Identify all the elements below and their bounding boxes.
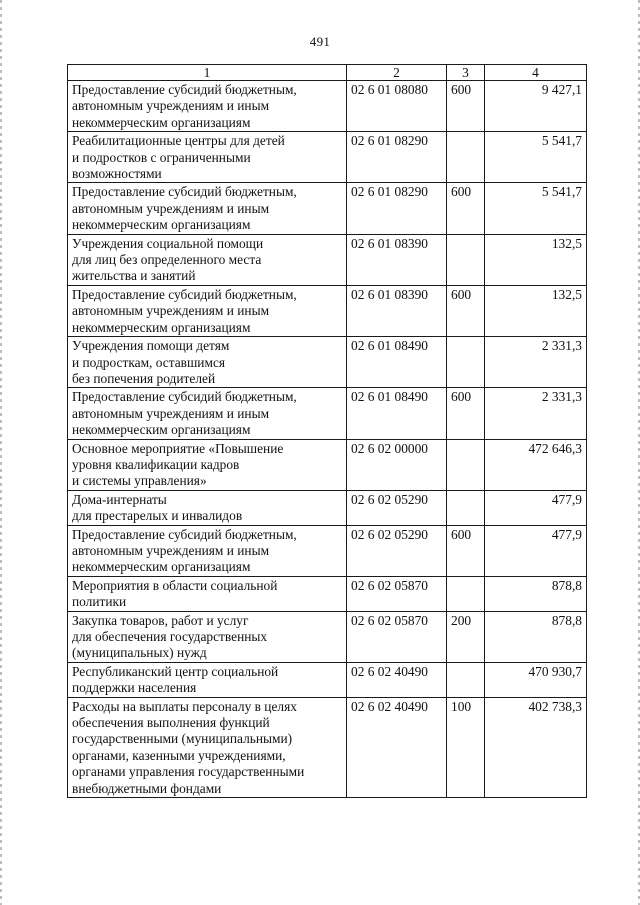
cell-expense-type: 600 xyxy=(447,525,485,576)
scan-edge-left xyxy=(0,0,2,905)
cell-name-line: возможностями xyxy=(72,166,162,182)
table-row xyxy=(68,132,587,183)
cell-name-line: Расходы на выплаты персоналу в целях xyxy=(72,698,297,714)
cell-code: 02 6 02 05870 xyxy=(347,576,447,611)
cell-code: 02 6 01 08290 xyxy=(347,183,447,234)
cell-expense-type xyxy=(447,234,485,285)
cell-expense-type: 600 xyxy=(447,81,485,132)
cell-name-line: для престарелых и инвалидов xyxy=(72,508,243,524)
cell-name-line: автономным учреждениям и иным xyxy=(72,303,270,319)
cell-expense-type: 600 xyxy=(447,183,485,234)
cell-name-line: Закупка товаров, работ и услуг xyxy=(72,612,249,628)
cell-name-line: для лиц без определенного места xyxy=(72,252,262,268)
column-header-code: 2 xyxy=(347,65,447,81)
budget-table xyxy=(67,64,587,798)
cell-name-line: Учреждения помощи детям xyxy=(72,338,230,354)
cell-name-line: жительства и занятий xyxy=(72,268,196,284)
cell-sum: 132,5 xyxy=(485,234,587,285)
table-row xyxy=(68,525,587,576)
cell-sum: 477,9 xyxy=(485,490,587,525)
cell-name-line: (муниципальных) нужд xyxy=(72,645,207,661)
cell-code: 02 6 02 00000 xyxy=(347,439,447,490)
cell-name-line: автономным учреждениям и иным xyxy=(72,98,270,114)
cell-code: 02 6 01 08490 xyxy=(347,337,447,388)
cell-name-line: и подростков с ограниченными xyxy=(72,149,251,165)
table-row xyxy=(68,662,587,697)
column-header-type: 3 xyxy=(447,65,485,81)
cell-name-line: органами, казенными учреждениями, xyxy=(72,747,286,763)
cell-name-line: обеспечения выполнения функций xyxy=(72,715,270,731)
cell-name-line: автономным учреждениям и иным xyxy=(72,405,270,421)
table-row xyxy=(68,337,587,388)
cell-expense-type xyxy=(447,439,485,490)
cell-expense-type xyxy=(447,337,485,388)
cell-name-line: Предоставление субсидий бюджетным, xyxy=(72,82,297,97)
cell-expense-type xyxy=(447,132,485,183)
table-row xyxy=(68,490,587,525)
cell-name-line: Предоставление субсидий бюджетным, xyxy=(72,286,297,302)
cell-name-line: Дома-интернаты xyxy=(72,491,167,507)
cell-name-line: некоммерческим организациям xyxy=(72,559,251,575)
cell-name-line: для обеспечения государственных xyxy=(72,629,268,644)
table-row xyxy=(68,576,587,611)
cell-sum: 878,8 xyxy=(485,576,587,611)
cell-sum: 9 427,1 xyxy=(485,81,587,132)
cell-name-line: Предоставление субсидий бюджетным, xyxy=(72,184,297,200)
cell-name-line: Предоставление субсидий бюджетным, xyxy=(72,389,297,405)
cell-name-line: без попечения родителей xyxy=(72,370,216,386)
table-header-row xyxy=(68,65,587,81)
cell-name xyxy=(68,234,347,285)
cell-sum: 470 930,7 xyxy=(485,662,587,697)
cell-name xyxy=(68,81,347,132)
cell-name xyxy=(68,662,347,697)
page-number: 491 xyxy=(309,34,331,49)
cell-name-line: государственными (муниципальными) xyxy=(72,731,293,747)
table-row xyxy=(68,697,587,797)
cell-name xyxy=(68,439,347,490)
cell-name-line: некоммерческим организациям xyxy=(72,217,251,233)
cell-name xyxy=(68,697,347,797)
cell-name-line: Предоставление субсидий бюджетным, xyxy=(72,526,297,542)
cell-name-line: некоммерческим организациям xyxy=(72,422,251,438)
cell-code: 02 6 01 08290 xyxy=(347,132,447,183)
table-row xyxy=(68,81,587,132)
column-header-name: 1 xyxy=(68,65,347,81)
cell-name-line: Учреждения социальной помощи xyxy=(72,235,264,251)
cell-expense-type: 600 xyxy=(447,285,485,336)
cell-code: 02 6 01 08080 xyxy=(347,81,447,132)
table-row xyxy=(68,388,587,439)
cell-sum: 2 331,3 xyxy=(485,337,587,388)
cell-code: 02 6 02 40490 xyxy=(347,662,447,697)
table-body xyxy=(68,81,587,798)
cell-name xyxy=(68,611,347,662)
cell-sum: 472 646,3 xyxy=(485,439,587,490)
cell-name-line: Основное мероприятие «Повышение xyxy=(72,440,284,456)
cell-name-line: поддержки населения xyxy=(72,680,197,696)
cell-name-line: автономным учреждениям и иным xyxy=(72,200,270,216)
cell-name-line: и подросткам, оставшимся xyxy=(72,354,226,370)
cell-name xyxy=(68,525,347,576)
cell-name xyxy=(68,285,347,336)
cell-sum: 878,8 xyxy=(485,611,587,662)
table-row xyxy=(68,611,587,662)
column-header-sum: 4 xyxy=(485,65,587,81)
cell-name-line: внебюджетными фондами xyxy=(72,780,222,796)
cell-name-line: Реабилитационные центры для детей xyxy=(72,133,285,149)
cell-sum: 477,9 xyxy=(485,525,587,576)
cell-name xyxy=(68,337,347,388)
cell-sum: 5 541,7 xyxy=(485,132,587,183)
cell-name-line: органами управления государственными xyxy=(72,764,305,780)
cell-name-line: Республиканский центр социальной xyxy=(72,663,279,679)
cell-name-line: уровня квалификации кадров xyxy=(72,456,240,472)
cell-code: 02 6 01 08490 xyxy=(347,388,447,439)
cell-expense-type: 600 xyxy=(447,388,485,439)
cell-expense-type xyxy=(447,662,485,697)
cell-code: 02 6 02 05870 xyxy=(347,611,447,662)
cell-expense-type: 100 xyxy=(447,697,485,797)
cell-name-line: и системы управления» xyxy=(72,473,207,489)
cell-expense-type xyxy=(447,576,485,611)
cell-name xyxy=(68,388,347,439)
cell-code: 02 6 01 08390 xyxy=(347,285,447,336)
cell-name xyxy=(68,576,347,611)
cell-name xyxy=(68,490,347,525)
table-row xyxy=(68,439,587,490)
cell-code: 02 6 02 40490 xyxy=(347,697,447,797)
table-row xyxy=(68,183,587,234)
cell-name-line: политики xyxy=(72,594,127,610)
cell-code: 02 6 01 08390 xyxy=(347,234,447,285)
table-row xyxy=(68,285,587,336)
cell-name xyxy=(68,132,347,183)
cell-name-line: автономным учреждениям и иным xyxy=(72,542,270,558)
table-row xyxy=(68,234,587,285)
cell-name-line: Мероприятия в области социальной xyxy=(72,577,278,593)
cell-name-line: некоммерческим организациям xyxy=(72,319,251,335)
cell-sum: 5 541,7 xyxy=(485,183,587,234)
cell-name xyxy=(68,183,347,234)
cell-expense-type: 200 xyxy=(447,611,485,662)
cell-expense-type xyxy=(447,490,485,525)
cell-code: 02 6 02 05290 xyxy=(347,490,447,525)
cell-sum: 402 738,3 xyxy=(485,697,587,797)
cell-name-line: некоммерческим организациям xyxy=(72,114,251,130)
cell-code: 02 6 02 05290 xyxy=(347,525,447,576)
cell-sum: 132,5 xyxy=(485,285,587,336)
cell-sum: 2 331,3 xyxy=(485,388,587,439)
